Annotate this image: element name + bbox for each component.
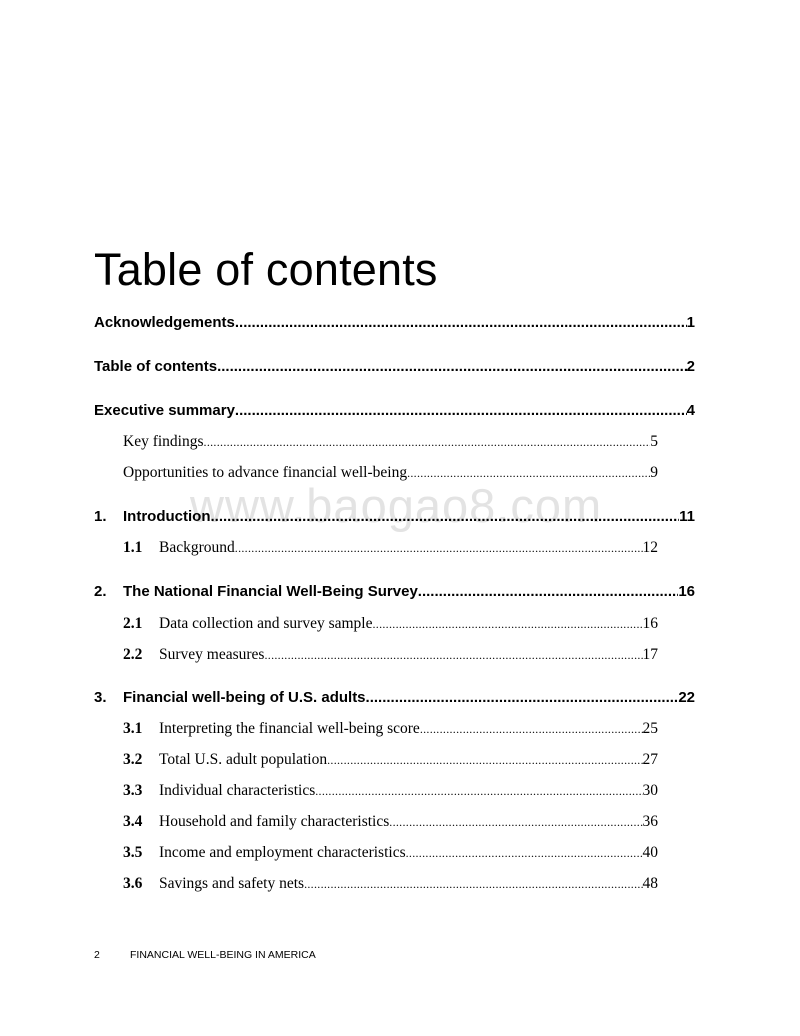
toc-entry-page: 36 (642, 813, 658, 830)
toc-entry-title: The National Financial Well-Being Survey (123, 583, 418, 600)
toc-dot-leader (327, 753, 642, 768)
toc-entry-page: 17 (642, 646, 658, 663)
toc-entry-page: 22 (678, 689, 695, 706)
toc-entry-page: 4 (686, 402, 695, 419)
toc-entry-number: 3.5 (123, 844, 143, 861)
toc-entry[interactable] (123, 646, 658, 668)
toc-entry-page: 5 (650, 433, 658, 450)
toc-entry-page: 16 (642, 615, 658, 632)
toc-entry-title: Introduction (123, 508, 211, 525)
toc-entry-page: 16 (678, 583, 695, 600)
toc-entry-title: Data collection and survey sample (159, 615, 373, 632)
toc-dot-leader (235, 541, 643, 556)
toc-entry-number: 1.1 (123, 539, 143, 556)
toc-entry[interactable] (123, 875, 658, 897)
toc-entry[interactable] (94, 402, 695, 424)
toc-entry-title: Savings and safety nets (159, 875, 305, 892)
toc-dot-leader (264, 648, 642, 663)
toc-entry[interactable] (123, 813, 658, 835)
toc-entry-page: 40 (642, 844, 658, 861)
toc-entry-page: 30 (642, 782, 658, 799)
toc-entry[interactable] (123, 782, 658, 804)
toc-dot-leader (210, 508, 679, 525)
toc-entry[interactable] (94, 689, 695, 711)
toc-entry-title: Individual characteristics (159, 782, 316, 799)
toc-entry-title: Opportunities to advance financial well-being (123, 464, 408, 481)
toc-entry[interactable] (123, 464, 658, 486)
toc-entry-title: Income and employment characteristics (159, 844, 406, 861)
toc-entry-page: 27 (642, 751, 658, 768)
footer-title: FINANCIAL WELL-BEING IN AMERICA (130, 949, 316, 961)
toc-dot-leader (304, 877, 642, 892)
toc-dot-leader (406, 846, 643, 861)
toc-entry-page: 11 (679, 508, 695, 525)
toc-entry-number: 2. (94, 583, 107, 600)
toc-entry-title: Survey measures (159, 646, 265, 663)
toc-dot-leader (217, 358, 687, 375)
toc-entry-title: Executive summary (94, 402, 235, 419)
toc-entry-number: 2.1 (123, 615, 143, 632)
toc-entry-number: 3.6 (123, 875, 143, 892)
toc-entry-title: Household and family characteristics (159, 813, 390, 830)
toc-entry[interactable] (94, 358, 695, 380)
toc-entry-title: Total U.S. adult population (159, 751, 328, 768)
toc-entry-page: 12 (642, 539, 658, 556)
toc-entry-title: Table of contents (94, 358, 218, 375)
toc-entry[interactable] (123, 615, 658, 637)
toc-entry-number: 3.2 (123, 751, 143, 768)
toc-dot-leader (407, 466, 650, 481)
toc-entry-title: Background (159, 539, 235, 556)
toc-entry-title: Key findings (123, 433, 204, 450)
toc-entry-page: 25 (642, 720, 658, 737)
toc-entry[interactable] (94, 508, 695, 530)
toc-entry-title: Interpreting the financial well-being score (159, 720, 420, 737)
toc-dot-leader (235, 314, 687, 331)
toc-entry-number: 1. (94, 508, 107, 525)
toc-dot-leader (420, 722, 643, 737)
toc-entry-number: 3. (94, 689, 107, 706)
toc-entry-number: 3.1 (123, 720, 143, 737)
page-title: Table of contents (94, 244, 438, 295)
toc-dot-leader (315, 784, 642, 799)
toc-entry[interactable] (123, 539, 658, 561)
watermark: www.baogao8.com (190, 479, 603, 532)
toc-entry[interactable] (94, 314, 695, 336)
toc-entry-title: Financial well-being of U.S. adults (123, 689, 366, 706)
toc-entry[interactable] (123, 844, 658, 866)
toc-entry-number: 3.3 (123, 782, 143, 799)
toc-entry[interactable] (123, 751, 658, 773)
toc-dot-leader (418, 583, 679, 600)
toc-dot-leader (204, 435, 651, 450)
toc-entry-page: 1 (686, 314, 695, 331)
toc-entry-title: Acknowledgements (94, 314, 235, 331)
toc-dot-leader (389, 815, 642, 830)
toc-entry[interactable] (123, 720, 658, 742)
toc-entry-page: 2 (686, 358, 695, 375)
toc-dot-leader (372, 617, 642, 632)
toc-dot-leader (366, 689, 679, 706)
toc-entry-number: 2.2 (123, 646, 143, 663)
toc-entry-page: 48 (642, 875, 658, 892)
footer-page-number: 2 (94, 949, 100, 961)
toc-entry[interactable] (123, 433, 658, 455)
toc-entry-page: 9 (650, 464, 658, 481)
toc-dot-leader (235, 402, 687, 419)
toc-entry[interactable] (94, 583, 695, 605)
toc-entry-number: 3.4 (123, 813, 143, 830)
